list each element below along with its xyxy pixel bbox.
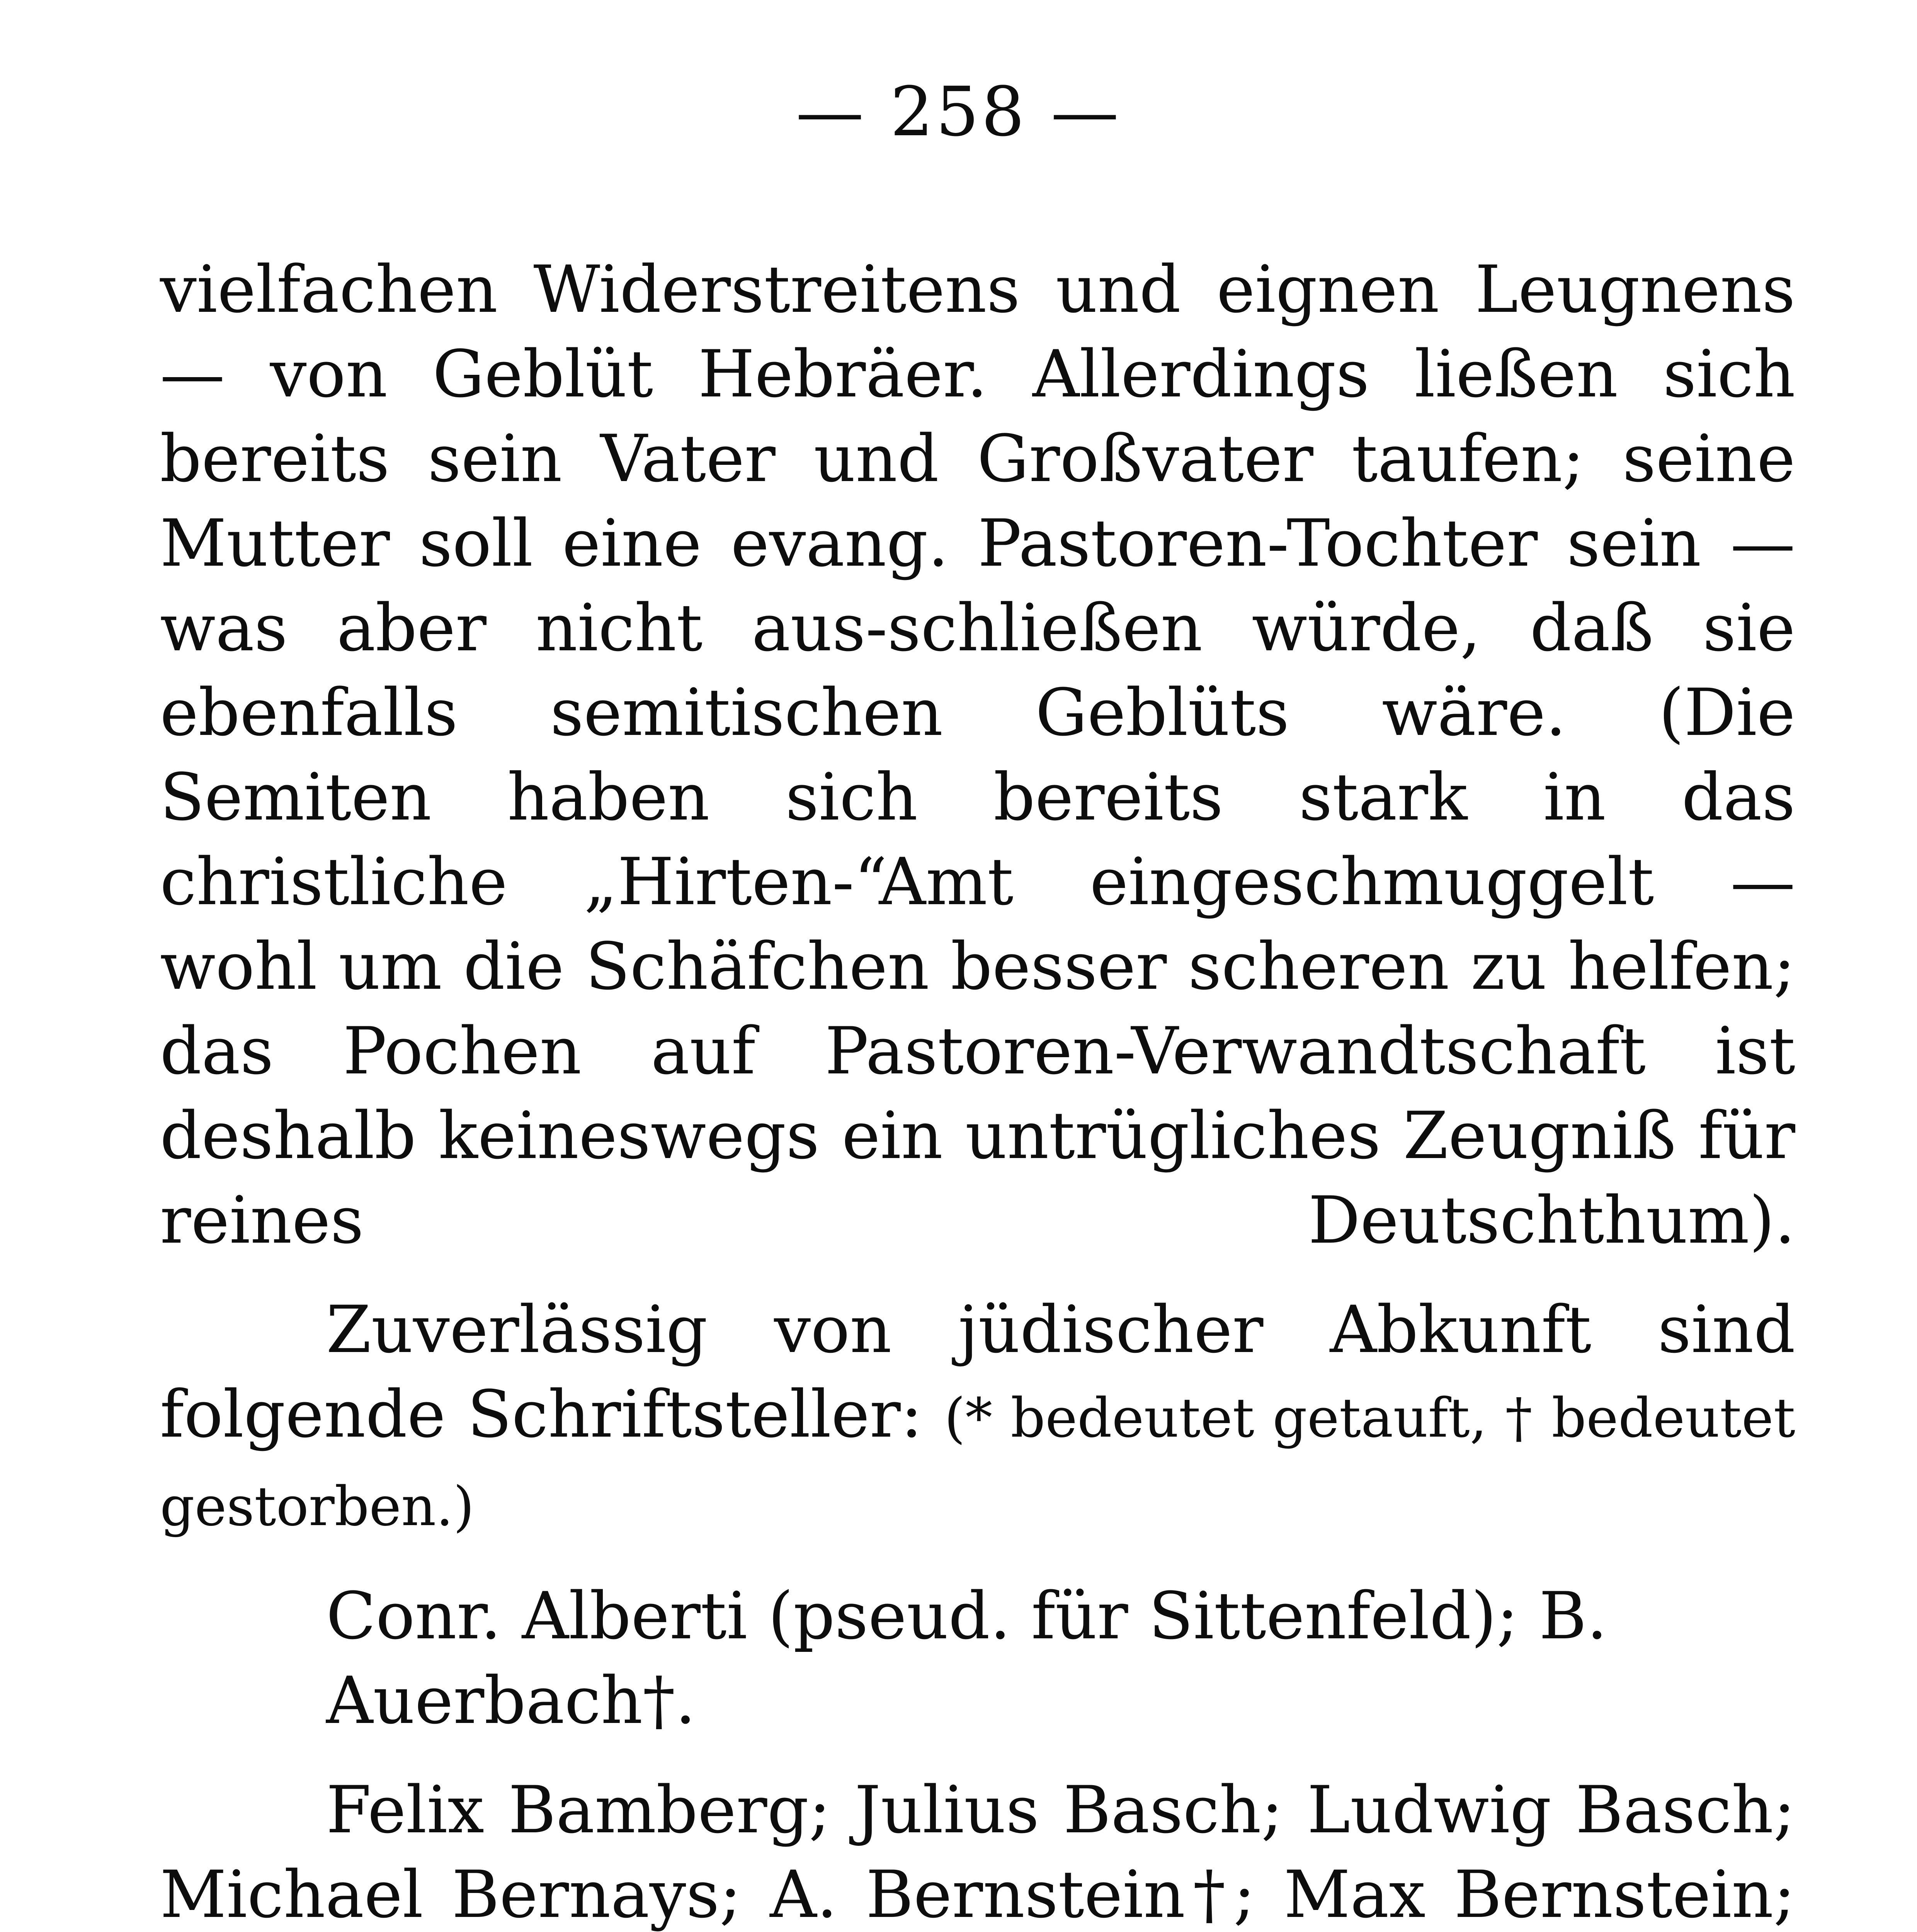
page-number: — 258 — bbox=[796, 72, 1121, 151]
intro-text: Zuverlässig von jüdischer Abkunft sind folgende Schriftsteller: bbox=[160, 1292, 1795, 1452]
author-list-b: Felix Bamberg; Julius Basch; Ludwig Basch; Michael Bernays; A. Bernstein†; Max Bernstein; bbox=[160, 1772, 1795, 1932]
body-text bbox=[160, 247, 1795, 1932]
paragraph-intro bbox=[160, 1287, 1795, 1549]
page-number-value: 258 bbox=[890, 72, 1027, 151]
author-list-a: Conr. Alberti (pseud. für Sittenfeld); B. Auerbach†. bbox=[326, 1578, 1607, 1738]
paragraph-continuation: vielfachen Widerstreitens und eignen Leugnens — von Geblüt Hebräer. Allerdings ließen sich bereits sein Vater und Großvater taufen; seine Mutter soll eine evang. Pastoren-Tochter sein — was aber nicht aus-schließen würde, daß sie ebenfalls semitischen Geblüts wäre. (Die Semiten haben sich bereits stark in das christliche „Hirten-“Amt eingeschmuggelt — wohl um die Schäfchen besser scheren zu helfen; das Pochen auf Pastoren-Verwandtschaft ist deshalb keineswegs ein untrügliches Zeugniß für reines Deutschthum). bbox=[160, 252, 1795, 1258]
legend-note: (* bedeutet getauft, † bedeutet gestorben.) bbox=[160, 1387, 1796, 1538]
